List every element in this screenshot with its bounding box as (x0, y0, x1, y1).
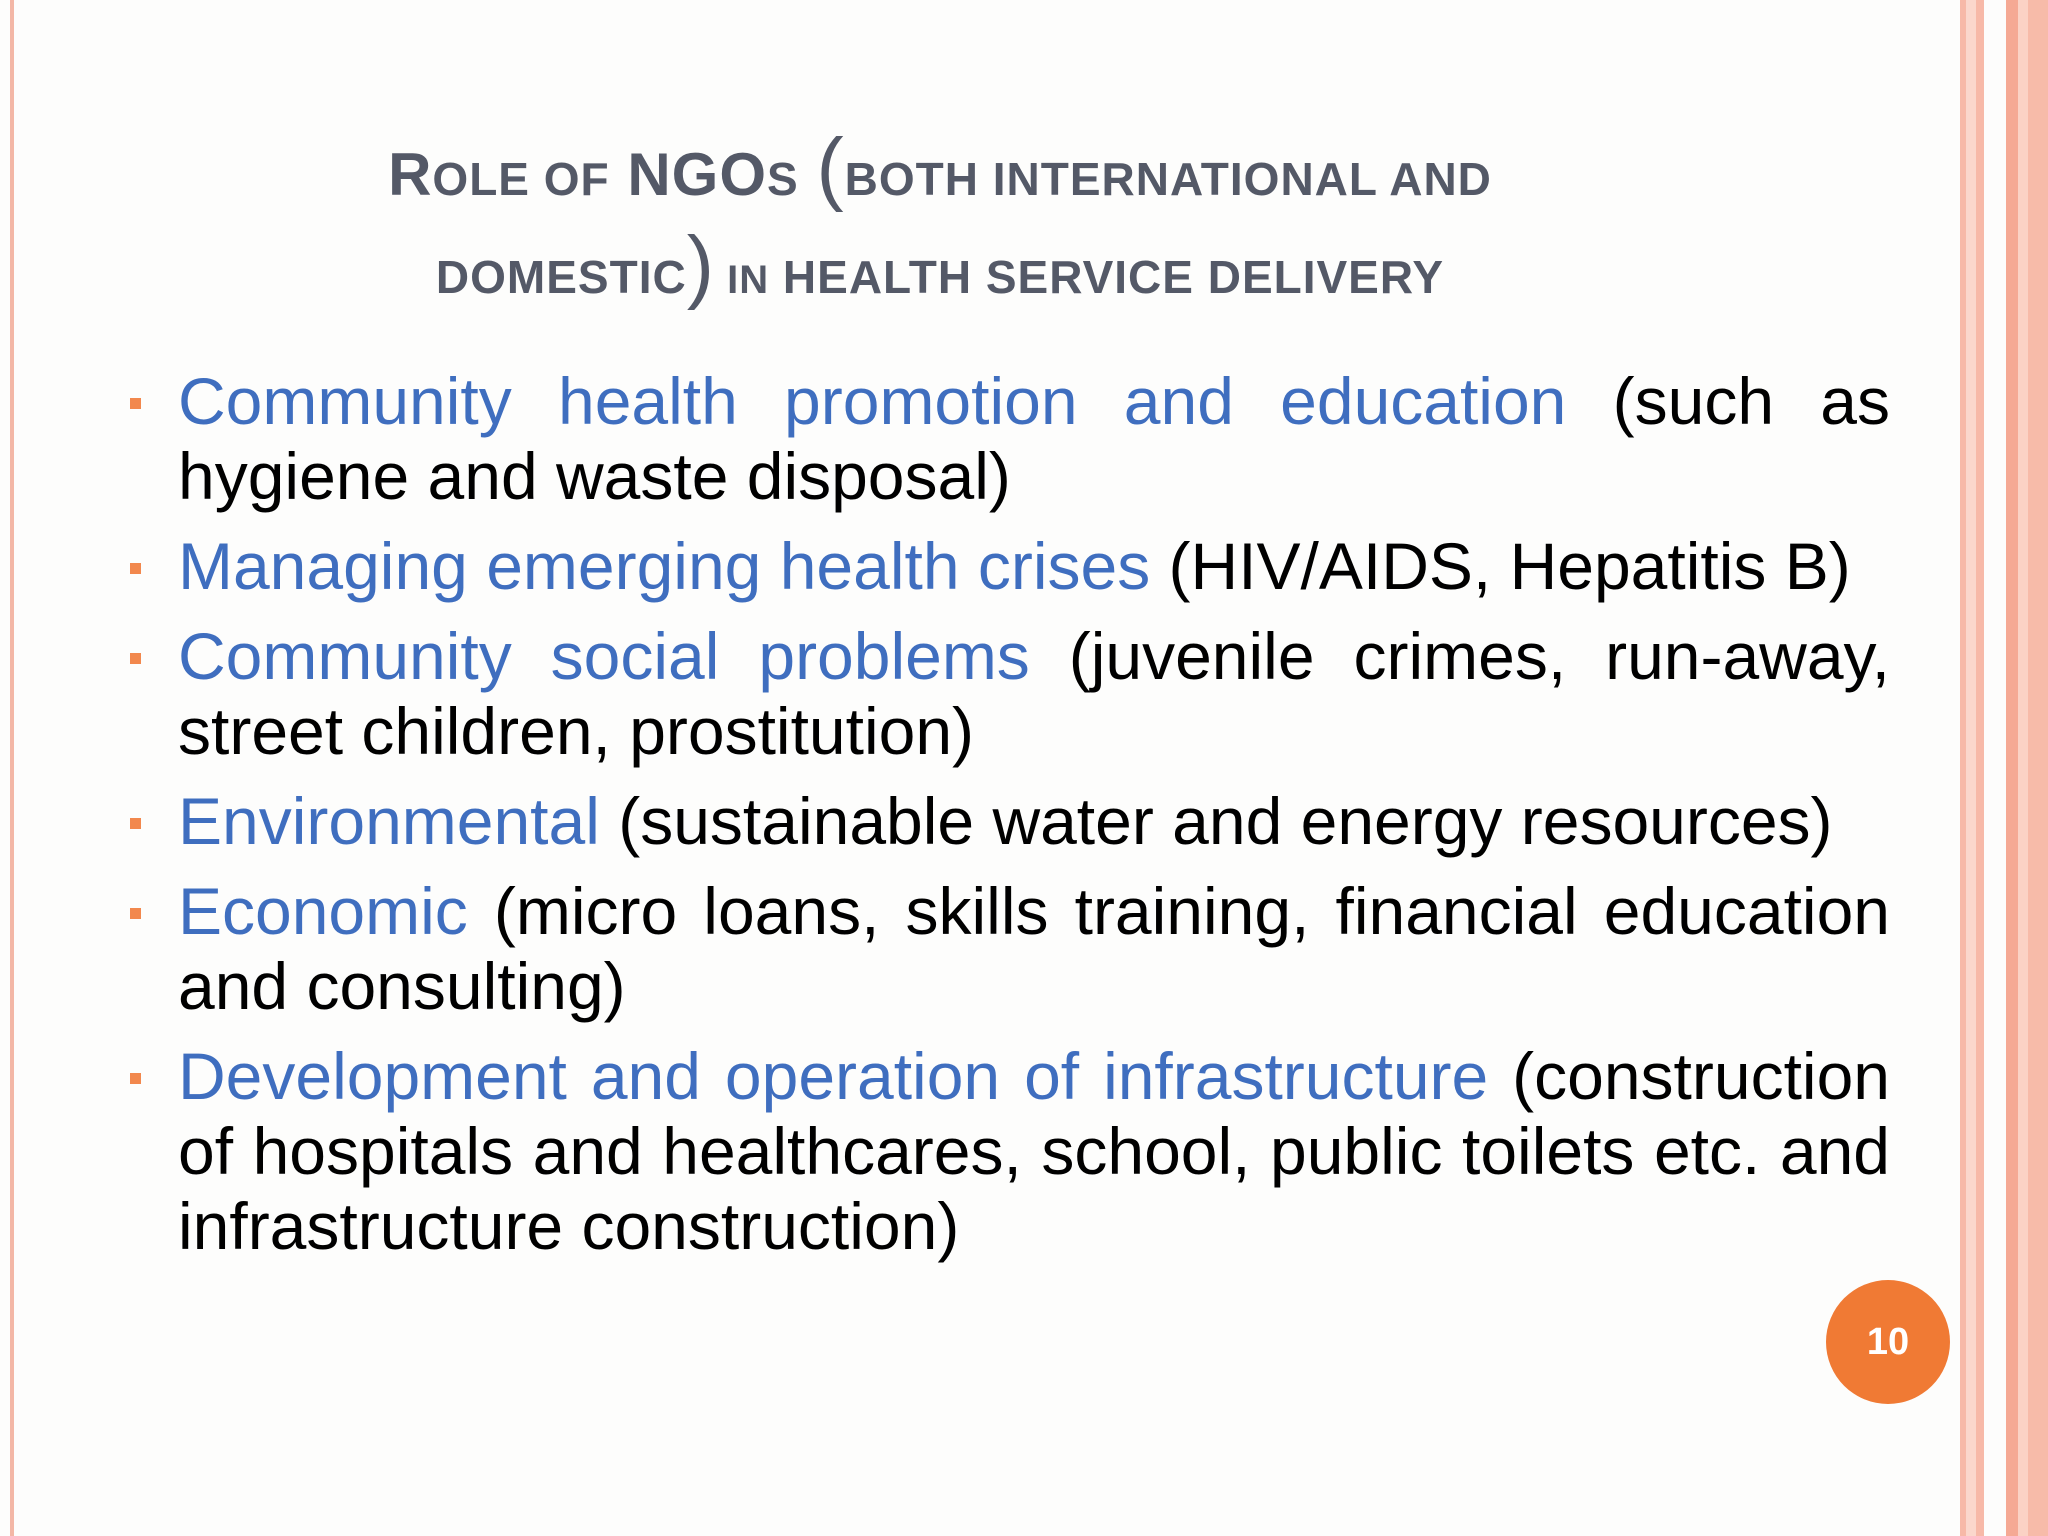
title-text (799, 141, 817, 208)
bullet-text: (construction of hospitals and healthcares, school, public toilets etc. and infrastructure construction) (178, 1039, 1890, 1263)
right-stripe (1976, 0, 1984, 1536)
square-bullet-icon (130, 563, 141, 574)
title-text: R (388, 141, 433, 208)
list-item (128, 364, 1890, 514)
bullet-highlight: Community social problems (178, 619, 1030, 693)
title-paren-open: ( (816, 122, 845, 213)
bullet-text: (sustainable water and energy resources) (599, 784, 1833, 858)
title-text: NGO (609, 141, 767, 208)
bullet-text: (such as hygiene and waste disposal) (178, 364, 1890, 513)
square-bullet-icon (130, 653, 141, 664)
bullet-highlight: Managing emerging health crises (178, 529, 1151, 603)
title-text: HEALTH SERVICE DELIVERY (769, 251, 1445, 303)
list-item (128, 874, 1890, 1024)
bullet-highlight: Environmental (178, 784, 600, 858)
bullet-text: (juvenile crimes, run-away, street children, prostitution) (178, 619, 1890, 768)
right-stripe (2018, 0, 2028, 1536)
square-bullet-icon (130, 908, 141, 919)
bullet-highlight: Economic (178, 874, 468, 948)
page-number: 10 (1866, 1320, 1910, 1363)
bullet-list (128, 364, 1890, 1279)
bullet-highlight: Development and operation of infrastructure (178, 1039, 1489, 1113)
square-bullet-icon (130, 818, 141, 829)
title-text: S (767, 153, 799, 205)
title-text: BOTH INTERNATIONAL AND (844, 153, 1492, 205)
right-stripe (1984, 0, 2006, 1536)
page-number-badge (1826, 1280, 1950, 1404)
left-border-line (10, 0, 14, 1536)
list-item (128, 1039, 1890, 1264)
bullet-text: (HIV/AIDS, Hepatitis B) (1150, 529, 1851, 603)
square-bullet-icon (130, 1073, 141, 1084)
right-stripe (1966, 0, 1976, 1536)
list-item (128, 784, 1890, 859)
title-text: DOMESTIC (435, 251, 687, 303)
title-text: OLE OF (432, 153, 610, 205)
list-item (128, 529, 1890, 604)
right-stripe (2006, 0, 2018, 1536)
square-bullet-icon (130, 398, 141, 409)
slide-title (180, 122, 1700, 327)
bullet-text: (micro loans, skills training, financial education and consulting) (178, 874, 1890, 1023)
title-paren-close: ) (686, 220, 716, 311)
title-text: IN (715, 258, 770, 302)
list-item (128, 619, 1890, 769)
bullet-highlight: Community health promotion and education (178, 364, 1567, 438)
right-stripe (2028, 0, 2048, 1536)
